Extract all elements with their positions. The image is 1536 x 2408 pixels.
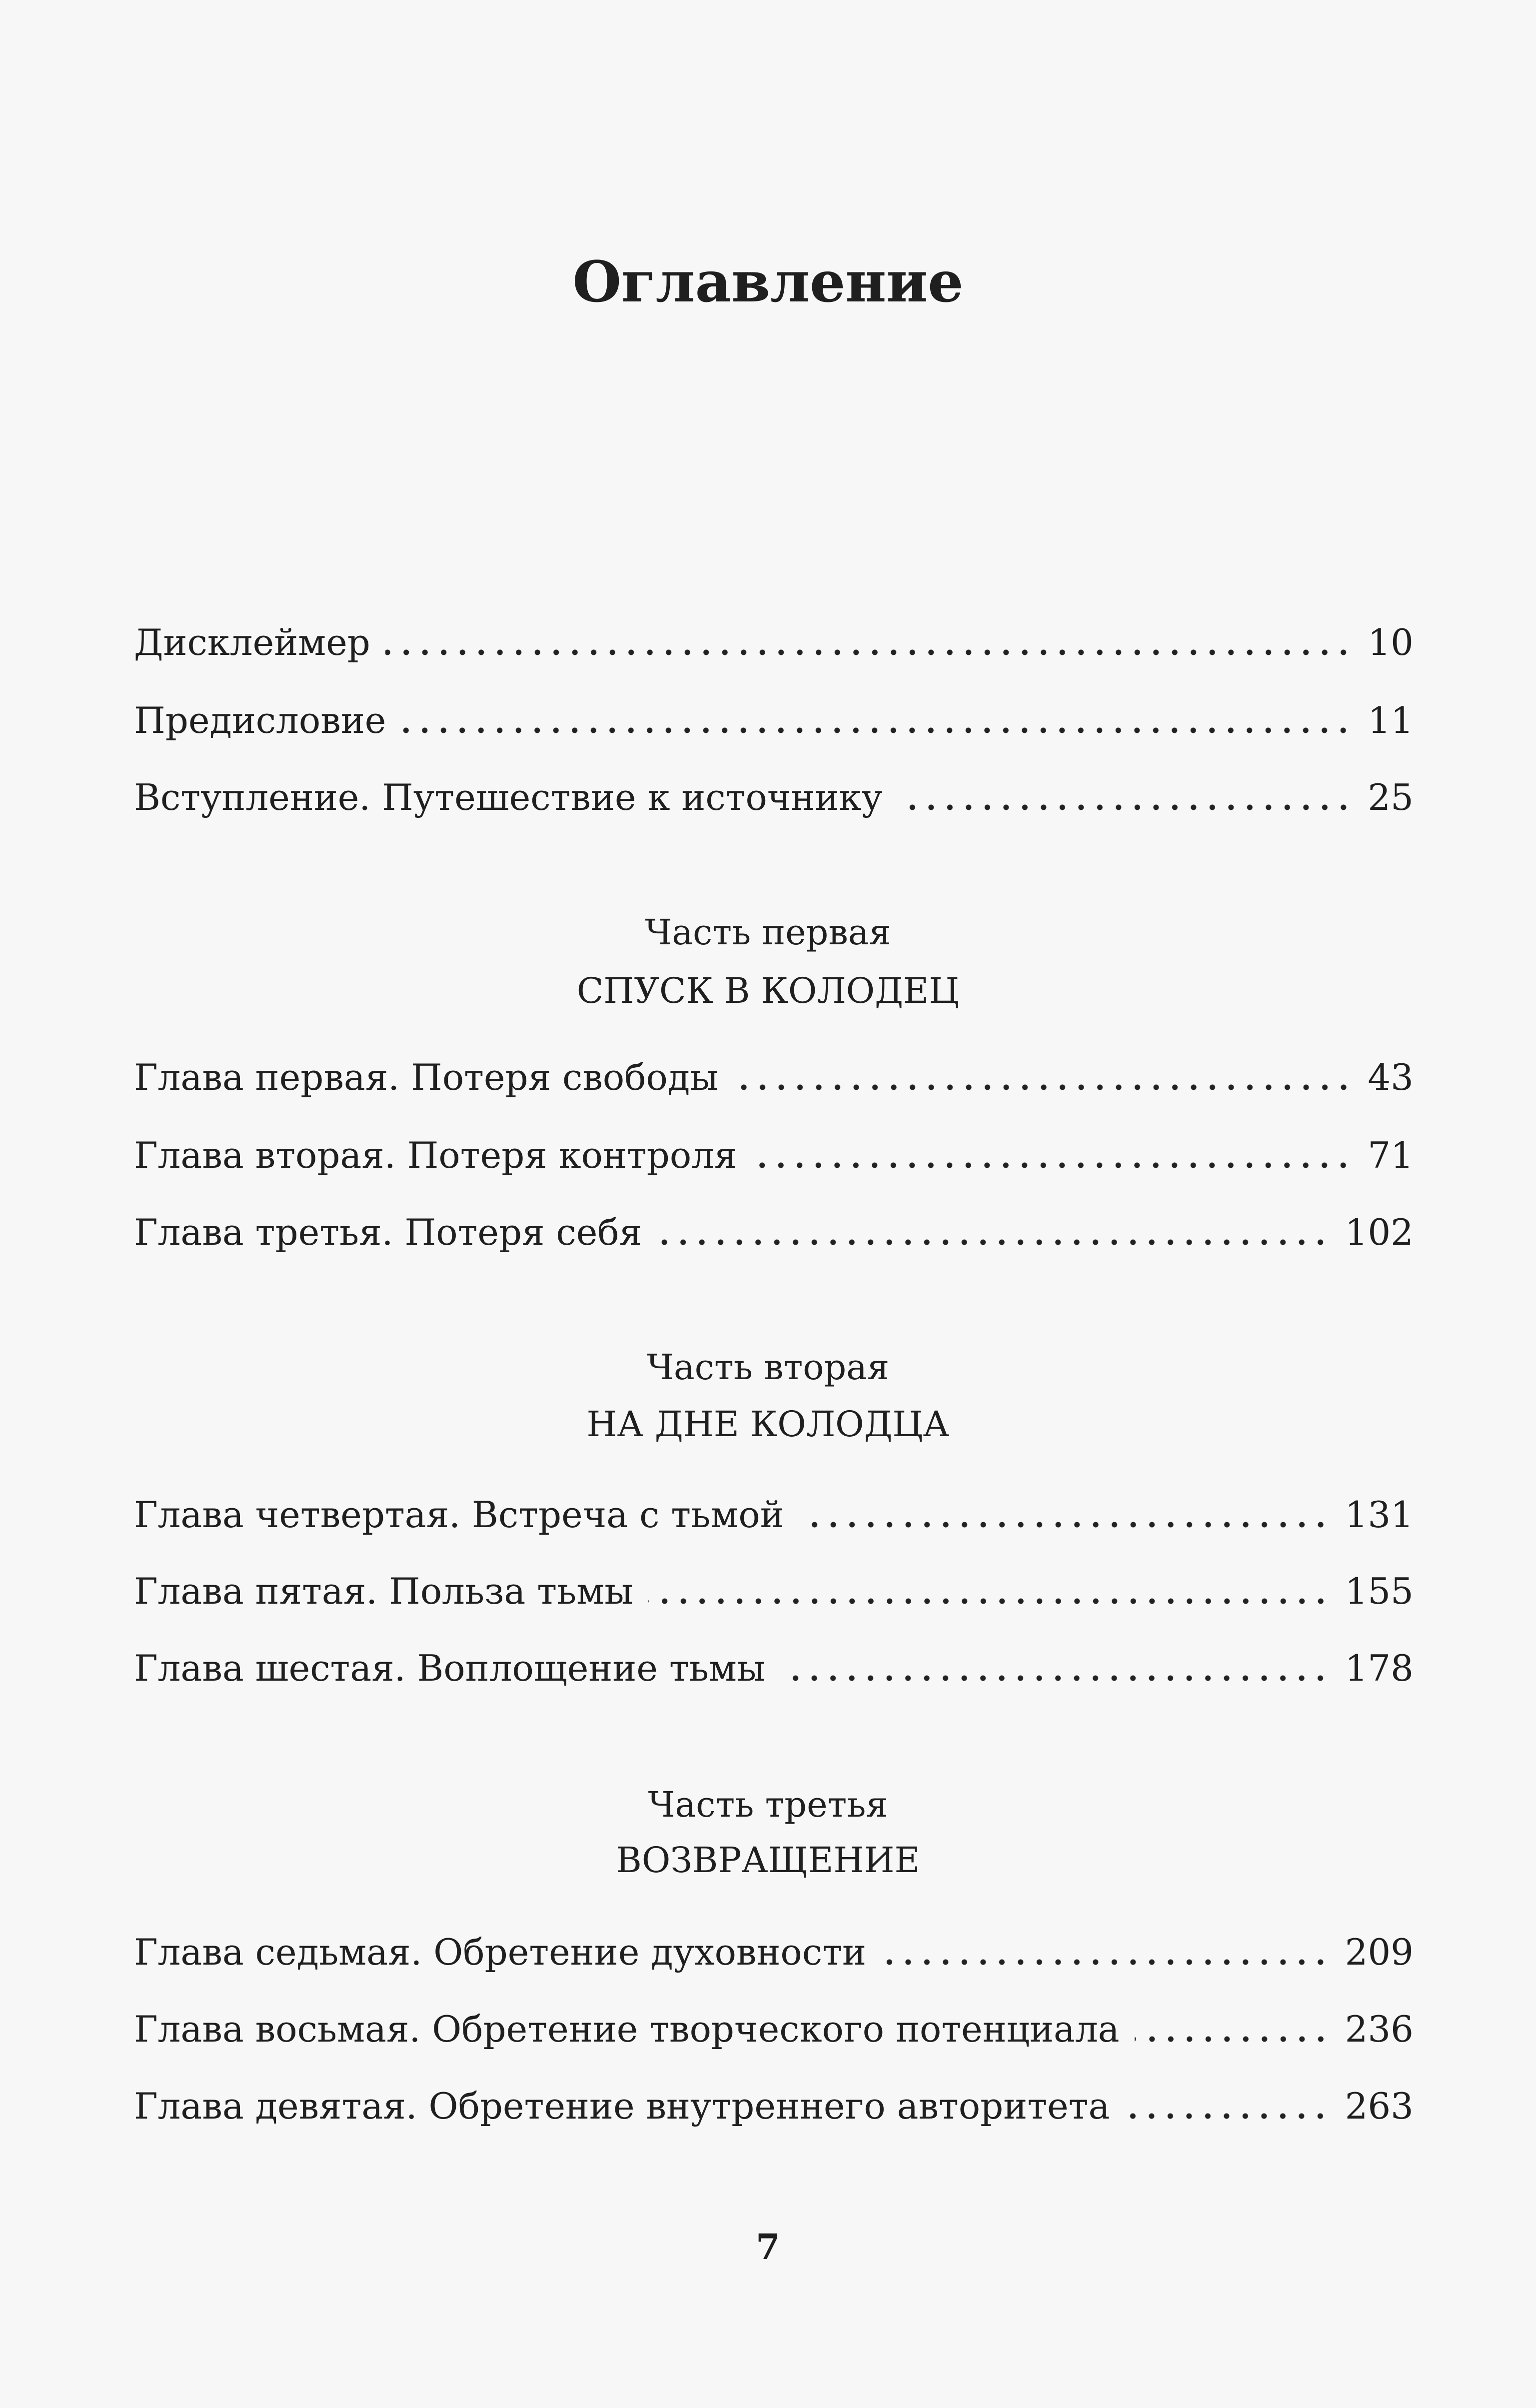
entry-page: 102 <box>1345 1211 1414 1253</box>
page-number: 7 <box>756 2226 780 2268</box>
entry-page: 131 <box>1345 1494 1414 1536</box>
dot-leader <box>385 649 1353 656</box>
dot-leader <box>648 1598 1330 1605</box>
part-title: НА ДНЕ КОЛОДЦА <box>586 1404 950 1445</box>
dot-leader <box>401 727 1353 734</box>
toc-entry[interactable] <box>134 2079 1414 2134</box>
entry-page: 25 <box>1368 776 1414 818</box>
entry-page: 155 <box>1345 1570 1414 1612</box>
toc-entry[interactable] <box>134 1205 1414 1260</box>
entry-page: 209 <box>1345 1931 1414 1973</box>
toc-entry[interactable] <box>134 615 1414 670</box>
entry-title: Глава четвертая. Встреча с тьмой <box>134 1494 784 1536</box>
part-title: СПУСК В КОЛОДЕЦ <box>576 970 960 1011</box>
dot-leader <box>752 1162 1353 1169</box>
entry-title: Вступление. Путешествие к источнику <box>134 776 883 818</box>
entry-page: 11 <box>1368 699 1414 741</box>
dot-leader <box>799 1521 1330 1528</box>
toc-entry[interactable] <box>134 1564 1414 1619</box>
part-label: Часть первая <box>645 912 891 953</box>
toc-entry[interactable] <box>134 2002 1414 2057</box>
entry-title: Глава восьмая. Обретение творческого потенциала <box>134 2008 1120 2050</box>
dot-leader <box>898 804 1353 811</box>
entry-title: Глава первая. Потеря свободы <box>134 1056 719 1098</box>
toc-entry[interactable] <box>134 1050 1414 1105</box>
entry-title: Глава шестая. Воплощение тьмы <box>134 1647 766 1689</box>
entry-page: 263 <box>1345 2085 1414 2127</box>
entry-page: 178 <box>1345 1647 1414 1689</box>
entry-page: 71 <box>1368 1134 1414 1176</box>
dot-leader <box>734 1084 1353 1091</box>
dot-leader <box>780 1675 1330 1682</box>
part-title: ВОЗВРАЩЕНИЕ <box>616 1840 920 1881</box>
entry-page: 43 <box>1368 1056 1414 1098</box>
entry-page: 236 <box>1345 2008 1414 2050</box>
toc-entry[interactable] <box>134 770 1414 825</box>
toc-entry[interactable] <box>134 1925 1414 1980</box>
entry-title: Глава пятая. Польза тьмы <box>134 1570 633 1612</box>
entry-title: Глава седьмая. Обретение духовности <box>134 1931 866 1973</box>
entry-title: Глава третья. Потеря себя <box>134 1211 642 1253</box>
entry-title: Глава девятая. Обретение внутреннего авторитета <box>134 2085 1110 2127</box>
page-title: Оглавление <box>572 249 964 315</box>
dot-leader <box>1135 2036 1330 2043</box>
part-label: Часть третья <box>648 1784 888 1825</box>
entry-title: Глава вторая. Потеря контроля <box>134 1134 737 1176</box>
dot-leader <box>881 1959 1330 1966</box>
part-label: Часть вторая <box>646 1347 890 1388</box>
toc-entry[interactable] <box>134 1487 1414 1542</box>
dot-leader <box>1125 2113 1330 2120</box>
entry-title: Предисловие <box>134 699 386 741</box>
toc-entry[interactable] <box>134 1641 1414 1696</box>
toc-entry[interactable] <box>134 693 1414 748</box>
toc-entry[interactable] <box>134 1128 1414 1183</box>
dot-leader <box>657 1239 1330 1246</box>
entry-page: 10 <box>1368 621 1414 663</box>
entry-title: Дисклеймер <box>134 621 370 663</box>
